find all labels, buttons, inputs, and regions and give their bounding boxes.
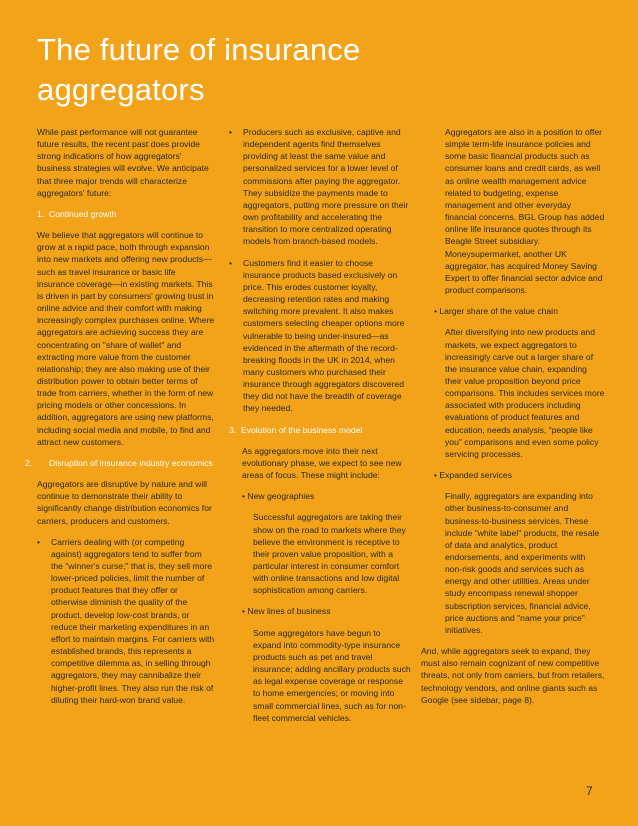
section-number: 2. bbox=[25, 457, 33, 468]
section-heading-disruption bbox=[25, 457, 215, 469]
section-number: 3. bbox=[229, 424, 237, 435]
disruption-paragraph: Aggregators are disruptive by nature and will continue to demonstrate their ability to significantly change distribution economics for carriers, producers and customers. bbox=[37, 479, 212, 526]
subheading-new-lines: • New lines of business bbox=[242, 606, 331, 617]
bullet-text: Producers such as exclusive, captive and independent agents find themselves providing at least the same value and personalized services for a lower level of commissions after paying the aggregator. They subsidize the payments made to aggregators, putting more pressure on their own profitability and accelerating the transition to more centralized operating models from branch-based models. bbox=[243, 127, 409, 247]
bullet-customers bbox=[229, 257, 411, 415]
page-title: The future of insurance aggregators bbox=[37, 32, 361, 107]
bullet-dot: • bbox=[229, 257, 233, 268]
column-2 bbox=[229, 126, 411, 733]
intro-paragraph: While past performance will not guarantee future results, the recent past does provide strong indications of how aggregators' business strategies will evolve. We anticipate that three major trends will characterize aggregators' future: bbox=[37, 127, 209, 198]
bullet-dot: • bbox=[229, 127, 233, 137]
column-3 bbox=[421, 126, 605, 715]
new-geographies-paragraph: Successful aggregators are taking their show on the road to markets where they believe the environment is receptive to their proven value proposition, with a particular interest in consumer comfort with online transactions and low digital sophistication among carriers. bbox=[253, 512, 406, 596]
column-1 bbox=[25, 126, 215, 715]
value-chain-paragraph: After diversifying into new products and markets, we expect aggregators to increasingly carve out a larger share of the insurance value chain, expanding their value proposition beyond price comparisons. This includes services more associated with producers including evaluations of product features and education, needs analysis, "people like you" comparisons and even some policy servicing processes. bbox=[445, 327, 605, 459]
bullet-dot: • bbox=[37, 536, 41, 547]
expanded-services-paragraph: Finally, aggregators are expanding into other business-to-consumer and business-to-business services. These include "white label" products, the resale of data and analytics, product endorsements, and experiments with non-risk goods and services such as energy and other utilities. Areas under study encompass renewal shopper subscription services, financial advice, price auctions and "name your price" initiatives. bbox=[445, 491, 600, 635]
section-heading-growth bbox=[37, 208, 215, 220]
section-number: 1. bbox=[37, 208, 45, 219]
bullet-text: Carriers dealing with (or competing against) aggregators tend to suffer from the "winner's curse;" that is, they sell more lower-priced policies, limit the number of product features that they offer or otherwise diminish the quality of the product, develop low-cost brands, or reduce their marketing expenditures in an effort to maintain margins. For carriers with established brands, this represents a competitive dilemma as, in selling through aggregators, they may cannibalize their higher-profit lines. They also run the risk of diluting their hard-won brand value. bbox=[51, 536, 215, 705]
evolution-paragraph: As aggregators move into their next evolutionary phase, we expect to see new areas of focus. These might include: bbox=[242, 445, 402, 481]
subheading-new-geographies: • New geographies bbox=[242, 491, 315, 502]
subheading-value-chain: • Larger share of the value chain bbox=[434, 306, 558, 317]
page-number: 7 bbox=[586, 784, 593, 798]
continued-paragraph: Aggregators are also in a position to offer simple term-life insurance policies and some basic financial products such as consumer loans and credit cards, as well as online wealth management advice related to budgeting, expense management and other everyday financial concerns. BGL Group has added online life insurance quotes through its Beagle Street subsidiary. Moneysupermarket, another UK aggregator, has acquired Money Saving Expert to offer financial sector advice and product comparisons. bbox=[445, 127, 605, 296]
section-title: Continued growth bbox=[49, 208, 117, 219]
growth-paragraph: We believe that aggregators will continue to grow at a rapid pace, both through expansion into new markets and offering new products—such as travel insurance or basic life insurance coverage—in existing markets. This is driven in part by consumers' growing trust in online advice and their comfort with making increasingly complex purchases online. Where aggregators are achieving success they are concentrating on "share of wallet" and extracting more value from the customer relationship; they are also making use of their distribution power to obtain better terms of trade from carriers, whether in the form of new pricing models or other concessions. In addition, aggregators are using new platforms, including social media and mobile, to find and attract new customers. bbox=[37, 230, 215, 447]
section-heading-evolution bbox=[229, 424, 411, 436]
section-title: Evolution of the business model bbox=[241, 424, 363, 435]
bullet-text: Customers find it easier to choose insurance products based exclusively on price. This erodes customer loyalty, decreasing retention rates and making switching more prevalent. It also makes customers selecting cheaper options more vulnerable to being under-insured—as evidenced in the aftermath of the record-breaking floods in the UK in 2014, when many customers who purchased their insurance through aggregators discovered they did not have the breadth of coverage they needed. bbox=[243, 257, 405, 414]
bullet-carriers bbox=[37, 536, 215, 706]
subheading-expanded-services: • Expanded services bbox=[434, 470, 513, 481]
section-title: Disruption of insurance industry economics bbox=[49, 457, 213, 468]
bullet-producers bbox=[229, 126, 411, 248]
new-lines-paragraph: Some aggregators have begun to expand into commodity-type insurance products such as pet and travel insurance; adding ancillary products such as legal expense coverage or response to home emergencies; or moving into small commercial lines, such as for non-fleet commercial vehicles. bbox=[253, 627, 411, 723]
closing-paragraph: And, while aggregators seek to expand, they must also remain cognizant of new competitive threats, not only from carriers, but from retailers, technology vendors, and online giants such as Google (see sidebar, page 8). bbox=[421, 646, 605, 705]
